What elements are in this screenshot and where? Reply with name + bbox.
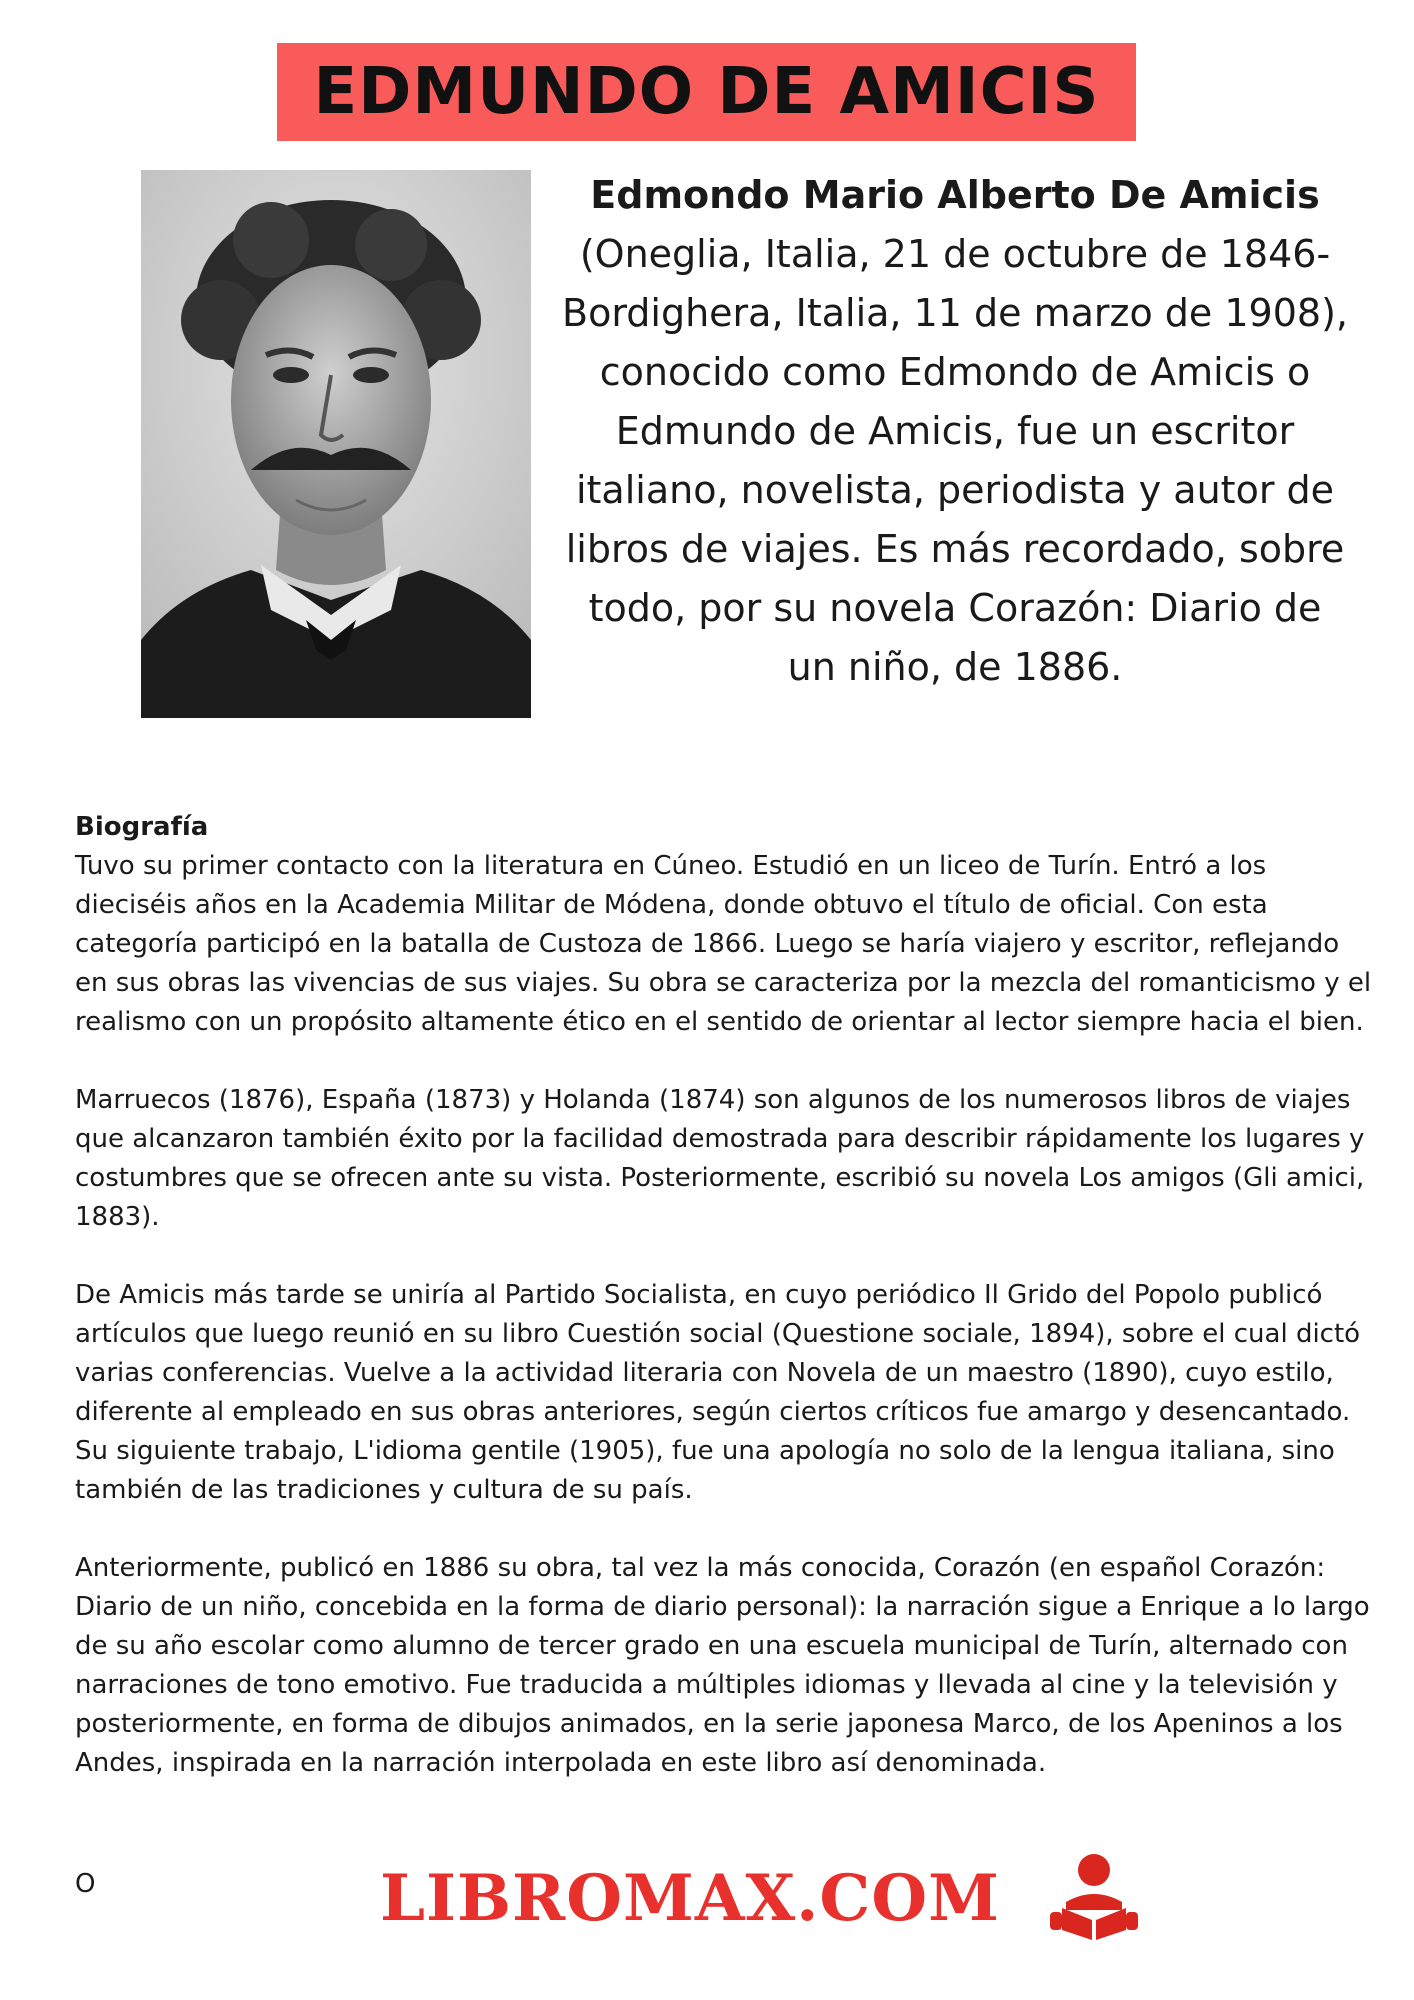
brand-name: LIBROMAX.COM	[380, 1860, 1000, 1936]
biography-heading: Biografía	[75, 812, 209, 842]
bio-paragraph-2: Marruecos (1876), España (1873) y Holanda (1874) son algunos de los numerosos libros de viajes que alcanzaron también éxito por la facilidad demostrada para describir rápidamente los lugares y costumbres que se ofrecen ante su vista. Posteriormente, escribió su novela Los amigos (Gli amici, 1883).	[75, 1085, 1365, 1232]
page-title: EDMUNDO DE AMICIS	[313, 55, 1100, 129]
title-banner	[277, 43, 1136, 141]
bio-paragraph-4: Anteriormente, publicó en 1886 su obra, tal vez la más conocida, Corazón (en español Corazón: Diario de un niño, concebida en la forma de diario personal): la narración sigue a Enrique a lo largo de su año escolar como alumno de tercer grado en una escuela municipal de Turín, alternado con narraciones de tono emotivo. Fue traducida a múltiples idiomas y llevada al cine y la televisión y posteriormente, en forma de dibujos animados, en la serie japonesa Marco, de los Apeninos a los Andes, inspirada en la narración interpolada en este libro así denominada.	[75, 1553, 1370, 1778]
biography-section	[75, 808, 1375, 1783]
bio-paragraph-3: De Amicis más tarde se uniría al Partido Socialista, en cuyo periódico Il Grido del Popolo publicó artículos que luego reunió en su libro Cuestión social (Questione sociale, 1894), sobre el cual dictó varias conferencias. Vuelve a la actividad literaria con Novela de un maestro (1890), cuyo estilo, diferente al empleado en sus obras anteriores, según ciertos críticos fue amargo y desencantado. Su siguiente trabajo, L'idioma gentile (1905), fue una apología no solo de la lengua italiana, sino también de las tradiciones y cultura de su país.	[75, 1280, 1361, 1505]
author-portrait	[141, 170, 531, 718]
bio-paragraph-1: Tuvo su primer contacto con la literatura en Cúneo. Estudió en un liceo de Turín. Entró a los dieciséis años en la Academia Militar de Módena, donde obtuvo el título de oficial. Con esta categoría participó en la batalla de Custoza de 1866. Luego se haría viajero y escritor, reflejando en sus obras las vivencias de sus viajes. Su obra se caracteriza por la mezcla del romanticismo y el realismo con un propósito altamente ético en el sentido de orientar al lector siempre hacia el bien.	[75, 851, 1372, 1037]
intro-block	[560, 166, 1350, 697]
intro-text: (Oneglia, Italia, 21 de octubre de 1846-Bordighera, Italia, 11 de marzo de 1908), conocido como Edmondo de Amicis o Edmundo de Amicis, fue un escritor italiano, novelista, periodista y autor de libros de viajes. Es más recordado, sobre todo, por su novela Corazón: Diario de un niño, de 1886.	[562, 232, 1348, 689]
stray-character: O	[75, 1869, 96, 1899]
author-full-name: Edmondo Mario Alberto De Amicis	[590, 173, 1320, 217]
reader-icon	[1044, 1850, 1140, 1946]
footer-logo	[380, 1852, 1140, 1944]
